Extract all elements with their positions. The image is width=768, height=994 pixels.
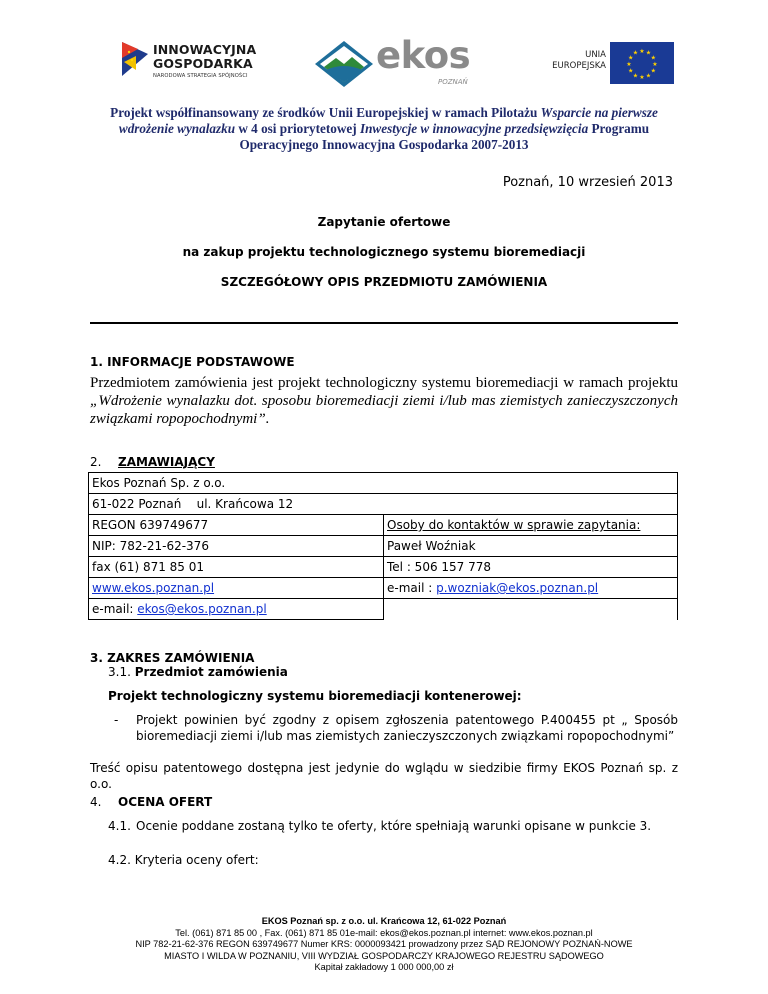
heading-zakres: 3. ZAKRES ZAMÓWIENIA [90, 651, 255, 665]
company-address: 61-022 Poznań ul. Krańcowa 12 [89, 494, 678, 515]
eu-star-icon: ★ [650, 67, 656, 75]
ekos-wordmark: ekos [376, 34, 471, 77]
heading-ocena: 4. OCENA OFERT [90, 795, 213, 809]
eu-star-icon: ★ [628, 54, 634, 62]
footer-line: Tel. (061) 871 85 00 , Fax. (061) 871 85 01e-mail: ekos@ekos.poznan.pl internet: www.ekos.poznan.pl [175, 927, 593, 938]
website-link[interactable]: www.ekos.poznan.pl [92, 581, 215, 595]
page-subtitle: na zakup projektu technologicznego systemu bioremediacji [182, 245, 586, 259]
eu-label: UNIA EUROPEJSKA [552, 50, 606, 71]
contact-tel: Tel : 506 157 778 [384, 557, 678, 578]
eu-star-icon: ★ [645, 49, 652, 57]
ekos-city: POZNAŃ [438, 78, 468, 86]
contact-name: Paweł Woźniak [384, 536, 678, 557]
page-title: Zapytanie ofertowe [317, 215, 451, 229]
table-row [89, 578, 678, 599]
eu-star-icon: ★ [652, 61, 658, 68]
email-cell: e-mail: ekos@ekos.poznan.pl [89, 599, 384, 620]
table-row [89, 536, 678, 557]
paragraph-przedmiot: Przedmiotem zamówienia jest projekt technologiczny systemu bioremediacji w ramach projektu „Wdrożenie wynalazku dot. sposobu bioremediacji ziemi i/lub mas ziemistych zanieczyszczonych związkami ropopochodnymi”. [90, 375, 678, 427]
regon: REGON 639749677 [89, 515, 384, 536]
subheading-przedmiot: 3.1. Przedmiot zamówienia [108, 665, 288, 679]
footer-line: EKOS Poznań sp. z o.o. ul. Krańcowa 12, 61-022 Poznań [261, 916, 507, 926]
heading-zamawiajacy: 2. ZAMAWIAJĄCY [90, 455, 215, 469]
eu-logo [552, 42, 676, 84]
table-row [89, 515, 678, 536]
contact-email-cell: e-mail : p.wozniak@ekos.poznan.pl [384, 578, 678, 599]
paragraph-tresc: Treść opisu patentowego dostępna jest jedynie do wglądu w siedzibie firmy EKOS Poznań sp. z o.o. [90, 761, 678, 791]
footer [0, 916, 768, 974]
www-cell [89, 578, 384, 599]
footer-line: Kapitał zakładowy 1 000 000,00 zł [314, 962, 454, 972]
ig-subtitle: NARODOWA STRATEGIA SPÓJNOŚCI [153, 73, 248, 79]
contacts-table [88, 472, 678, 620]
company-email-link[interactable]: ekos@ekos.poznan.pl [137, 602, 267, 616]
fax: fax (61) 871 85 01 [89, 557, 384, 578]
footer-line: MIASTO I WILDA W POZNANIU, VIII WYDZIAŁ GOSPODARCZY KRAJOWEGO REJESTRU SĄDOWEGO [164, 950, 604, 961]
contact-header: Osoby do kontaktów w sprawie zapytania: [384, 515, 678, 536]
eu-star-icon: ★ [626, 61, 632, 68]
eu-star-icon: ★ [632, 49, 639, 57]
eu-star-icon: ★ [650, 54, 656, 62]
eu-flag-icon [610, 42, 674, 84]
empty-cell [384, 599, 678, 620]
eu-star-icon: ★ [639, 48, 645, 55]
list-item: 4.2. Kryteria oceny ofert: [108, 853, 259, 867]
eu-star-icon: ★ [645, 72, 652, 80]
section-title: SZCZEGÓŁOWY OPIS PRZEDMIOTU ZAMÓWIENIA [220, 275, 548, 289]
divider [90, 322, 678, 324]
eu-star-icon: ★ [632, 72, 639, 80]
innowacyjna-gospodarka-logo [120, 40, 260, 88]
footer-line: NIP 782-21-62-376 REGON 639749677 Numer KRS: 0000093421 prowadzony przez SĄD REJONOWY POZNAŃ-NOWE [135, 939, 633, 949]
ig-title: INNOWACYJNA GOSPODARKA [153, 42, 257, 71]
heading-informacje: 1. INFORMACJE PODSTAWOWE [90, 355, 295, 369]
eu-star-icon: ★ [639, 74, 645, 81]
company-name: Ekos Poznań Sp. z o.o. [89, 473, 678, 494]
nip: NIP: 782-21-62-376 [89, 536, 384, 557]
table-row [89, 599, 678, 620]
contact-email-link[interactable]: p.wozniak@ekos.poznan.pl [436, 581, 599, 595]
ig-flag-icon [120, 40, 150, 78]
table-row [89, 557, 678, 578]
funding-note: Projekt współfinansowany ze środków Unii Europejskiej w ramach Pilotażu Wsparcie na pierwsze wdrożenie wynalazku w 4 osi priorytetowej Inwestycje w innowacyjne przedsięwzięcia Programu Operacyjnego Innowacyjna Gospodarka 2007-2013 [110, 105, 658, 152]
ekos-mountain-icon [314, 40, 374, 88]
table-row [89, 494, 678, 515]
document-date: Poznań, 10 wrzesień 2013 [502, 175, 673, 190]
eu-star-icon: ★ [628, 67, 634, 75]
table-row [89, 473, 678, 494]
ekos-logo [314, 34, 474, 88]
project-heading: Projekt technologiczny systemu bioremediacji kontenerowej: [108, 689, 522, 703]
